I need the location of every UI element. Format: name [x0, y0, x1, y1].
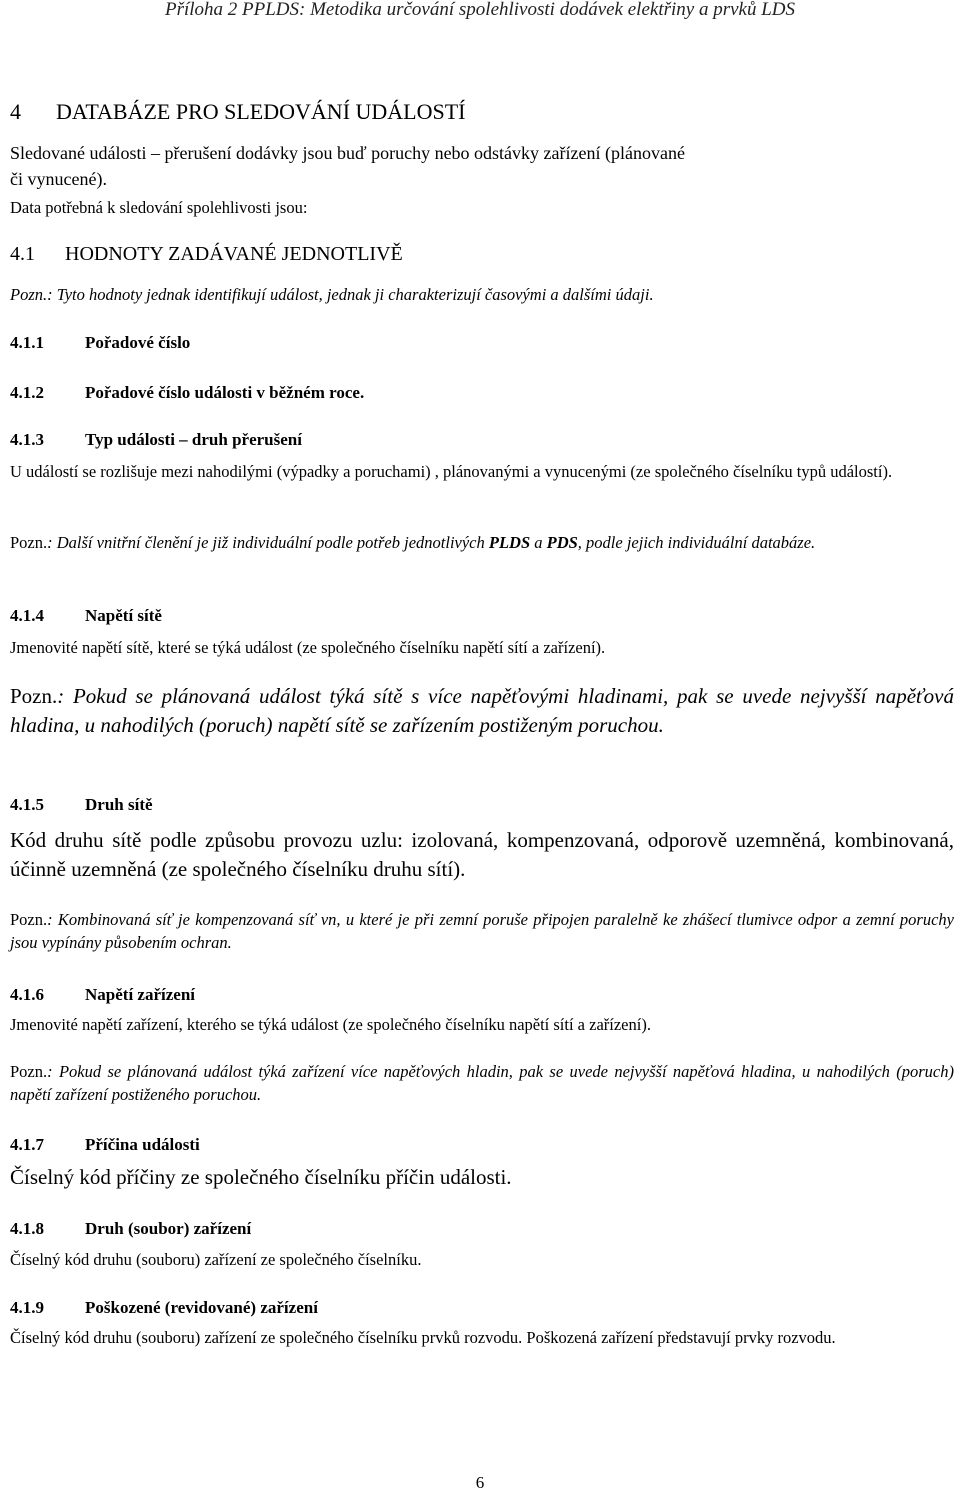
section-title: HODNOTY ZADÁVANÉ JEDNOTLIVĚ: [65, 243, 403, 265]
subsection-heading-4-1-4: [10, 605, 954, 627]
chapter-intro-line-2: či vynucené).: [10, 169, 107, 189]
note-text: : Pokud se plánovaná událost týká sítě s více napěťovými hladinami, pak se uvede nejvyšší napěťová hladina, u nahodilých (poruch) napětí sítě se zařízením postiženým poruchou.: [10, 684, 954, 737]
note-text: : Kombinovaná síť je kompenzovaná síť vn, u které je při zemní poruše připojen paralelně ke zhášecí tlumivce odpor a zemní poruchy jsou vypínány působením ochran.: [10, 910, 954, 952]
chapter-intro-2: Data potřebná k sledování spolehlivosti jsou:: [10, 198, 308, 217]
subsection-note: [10, 682, 954, 740]
subsection-heading-4-1-9: [10, 1297, 954, 1319]
note-term-plds: PLDS: [488, 533, 531, 552]
chapter-heading: [10, 99, 954, 125]
subsection-title: Druh sítě: [85, 795, 153, 814]
subsection-heading-4-1-2: [10, 382, 954, 404]
chapter-intro: [10, 140, 954, 192]
subsection-number: 4.1.4: [10, 606, 44, 625]
subsection-heading-4-1-6: [10, 984, 954, 1006]
subsection-body: Číselný kód druhu (souboru) zařízení ze společného číselníku prvků rozvodu. Poškozená zařízení představují prvky rozvodu.: [10, 1328, 836, 1347]
subsection-number: 4.1.1: [10, 333, 44, 352]
section-heading: [10, 242, 954, 266]
subsection-number: 4.1.3: [10, 430, 44, 449]
subsection-number: 4.1.6: [10, 985, 44, 1004]
note-term-pds: PDS: [546, 533, 578, 552]
subsection-body: Číselný kód příčiny ze společného číselníku příčin události.: [10, 1165, 512, 1189]
subsection-title: Druh (soubor) zařízení: [85, 1219, 252, 1238]
subsection-title: Typ události – druh přerušení: [85, 430, 302, 449]
subsection-number: 4.1.8: [10, 1219, 44, 1238]
chapter-intro-line-1: Sledované události – přerušení dodávky jsou buď poruchy nebo odstávky zařízení (plánované: [10, 143, 685, 163]
note-text: a: [530, 533, 547, 552]
section-note: Pozn.: Tyto hodnoty jednak identifikují událost, jednak ji charakterizují časovými a dalšími údaji.: [10, 285, 654, 304]
subsection-title: Pořadové číslo: [85, 333, 191, 352]
section-number: 4.1: [10, 243, 35, 265]
subsection-note: [10, 531, 954, 554]
subsection-body: Jmenovité napětí zařízení, kterého se týká událost (ze společného číselníku napětí sítí a zařízení).: [10, 1015, 651, 1034]
note-label: Pozn.: [10, 910, 48, 929]
chapter-number: 4: [10, 99, 21, 124]
subsection-title: Napětí sítě: [85, 606, 162, 625]
subsection-number: 4.1.7: [10, 1135, 44, 1154]
page-number: 6: [475, 1473, 485, 1492]
subsection-body: U událostí se rozlišuje mezi nahodilými (výpadky a poruchami) , plánovanými a vynucenými (ze společného číselníku typů událostí).: [10, 462, 893, 481]
subsection-title: Napětí zařízení: [85, 985, 195, 1004]
page-header: Příloha 2 PPLDS: Metodika určování spolehlivosti dodávek elektřiny a prvků LDS: [164, 0, 796, 20]
subsection-heading-4-1-5: [10, 794, 954, 816]
subsection-number: 4.1.9: [10, 1298, 44, 1317]
chapter-title: DATABÁZE PRO SLEDOVÁNÍ UDÁLOSTÍ: [56, 99, 466, 124]
subsection-title: Pořadové číslo události v běžném roce.: [85, 383, 365, 402]
subsection-body: Jmenovité napětí sítě, které se týká událost (ze společného číselníku napětí sítí a zařízení).: [10, 638, 606, 657]
note-label: Pozn.: [10, 684, 58, 708]
subsection-title: Poškozené (revidované) zařízení: [85, 1298, 318, 1317]
note-text: , podle jejich individuální databáze.: [577, 533, 816, 552]
subsection-body: Kód druhu sítě podle způsobu provozu uzlu: izolovaná, kompenzovaná, odporově uzemněná, kombinovaná, účinně uzemněná (ze společného číselníku druhu sítí).: [10, 828, 954, 881]
subsection-heading-4-1-8: [10, 1218, 954, 1240]
subsection-heading-4-1-3: [10, 429, 954, 451]
note-label: Pozn.: [10, 533, 48, 552]
subsection-note: [10, 1060, 954, 1106]
subsection-number: 4.1.5: [10, 795, 44, 814]
subsection-body: Číselný kód druhu (souboru) zařízení ze společného číselníku.: [10, 1250, 422, 1269]
note-text: : Pokud se plánovaná událost týká zařízení více napěťových hladin, pak se uvede nejvyšší napěťová hladina, u nahodilých (poruch) napětí zařízení postiženého poruchou.: [10, 1062, 954, 1104]
subsection-note: [10, 908, 954, 954]
subsection-heading-4-1-1: [10, 332, 954, 354]
subsection-title: Příčina události: [85, 1135, 200, 1154]
subsection-heading-4-1-7: [10, 1134, 954, 1156]
note-text: : Další vnitřní členění je již individuální podle potřeb jednotlivých: [47, 533, 489, 552]
subsection-number: 4.1.2: [10, 383, 44, 402]
note-label: Pozn.: [10, 1062, 48, 1081]
